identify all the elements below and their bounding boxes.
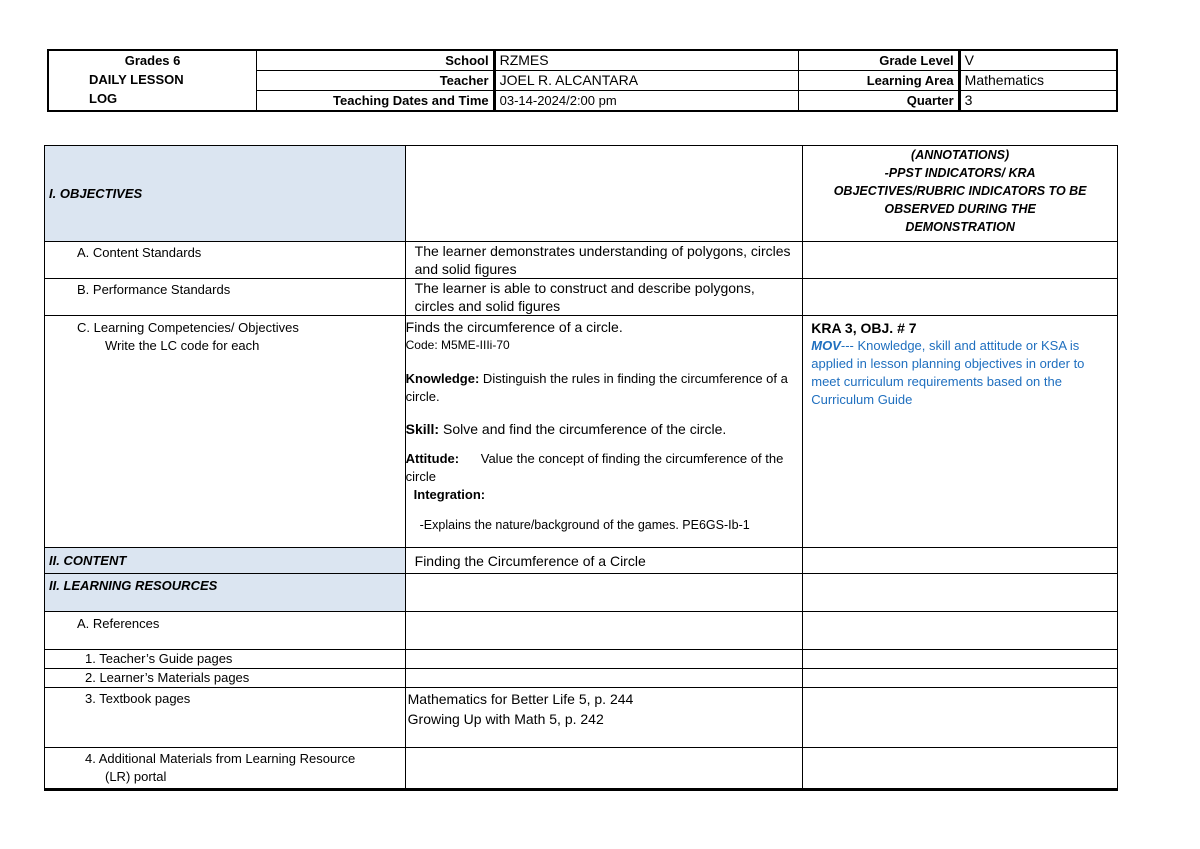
integration-text: -Explains the nature/background of the games. PE6GS-Ib-1 [419, 518, 750, 532]
annotation-cell [803, 650, 1118, 669]
objectives-heading: I. OBJECTIVES [45, 146, 406, 242]
annotation-line: (ANNOTATIONS) [911, 148, 1010, 162]
learners-materials-label: 2. Learner’s Materials pages [45, 669, 406, 688]
annotation-cell [803, 574, 1118, 612]
annotation-cell [803, 688, 1118, 748]
teacher-value: JOEL R. ALCANTARA [494, 71, 798, 91]
content-heading: II. CONTENT [45, 548, 406, 574]
skill-text: Solve and find the circumference of the circle. [439, 421, 727, 437]
lesson-table [44, 145, 1118, 789]
attitude-text: Value the concept of finding the circumference of the circle [405, 451, 787, 484]
grade-level-label: Grade Level [798, 50, 959, 71]
learning-competencies-label: C. Learning Competencies/ Objectives [77, 320, 299, 335]
performance-standards-value: The learner is able to construct and describe polygons, circles and solid figures [405, 279, 803, 316]
empty-cell [405, 748, 803, 789]
dates-value: 03-14-2024/2:00 pm [494, 91, 798, 112]
school-label: School [257, 50, 494, 71]
additional-materials-label [45, 748, 406, 789]
textbook-reference: Growing Up with Math 5, p. 242 [407, 711, 604, 727]
kra-objective: KRA 3, OBJ. # 7 [811, 320, 917, 336]
annotation-cell [803, 548, 1118, 574]
annotation-line: OBJECTIVES/RUBRIC INDICATORS TO BE [833, 184, 1087, 198]
textbook-pages-value [405, 688, 803, 748]
mov-text: --- Knowledge, skill and attitude or KSA is applied in lesson planning objectives in order to meet curriculum requirements based on the Curriculum Guide [811, 338, 1085, 407]
integration-label: Integration: [413, 487, 486, 502]
content-standards-value: The learner demonstrates understanding of polygons, circles and solid figures [405, 242, 803, 279]
title-line-1: Grades 6 [124, 53, 181, 68]
dates-label: Teaching Dates and Time [257, 91, 494, 112]
kra-annotation-cell [803, 316, 1118, 548]
empty-cell [405, 574, 803, 612]
learning-competencies-cell [45, 316, 406, 548]
content-standards-label: A. Content Standards [45, 242, 406, 279]
attitude-objective [406, 450, 801, 486]
objectives-detail-cell [405, 316, 803, 548]
knowledge-objective [406, 370, 801, 406]
mov-label: MOV [811, 338, 841, 353]
empty-cell [405, 650, 803, 669]
attitude-label: Attitude: [405, 451, 460, 466]
lc-code-instruction: Write the LC code for each [105, 338, 260, 353]
additional-materials-line: (LR) portal [105, 769, 167, 784]
teacher-label: Teacher [257, 71, 494, 91]
quarter-label: Quarter [798, 91, 959, 112]
empty-cell [405, 669, 803, 688]
knowledge-text: Distinguish the rules in finding the circumference of a circle. [405, 371, 788, 404]
title-line-3: LOG [89, 91, 118, 106]
learning-resources-heading: II. LEARNING RESOURCES [45, 574, 406, 612]
lc-title: Finds the circumference of a circle. [405, 319, 623, 335]
lc-code: Code: M5ME-IIIi-70 [405, 338, 510, 352]
mov-annotation [811, 337, 1113, 409]
empty-cell [405, 612, 803, 650]
teachers-guide-label: 1. Teacher’s Guide pages [45, 650, 406, 669]
performance-standards-label: B. Performance Standards [45, 279, 406, 316]
table-bottom-border [44, 789, 1118, 791]
school-value: RZMES [494, 50, 798, 71]
learning-area-label: Learning Area [798, 71, 959, 91]
annotations-heading [803, 146, 1118, 242]
annotation-line: OBSERVED DURING THE [884, 202, 1036, 216]
log-title [48, 50, 257, 111]
skill-label: Skill: [405, 421, 440, 437]
additional-materials-line: 4. Additional Materials from Learning Resource [85, 751, 356, 766]
textbook-reference: Mathematics for Better Life 5, p. 244 [407, 691, 634, 707]
annotation-cell [803, 612, 1118, 650]
knowledge-label: Knowledge: [405, 371, 480, 386]
skill-objective [406, 420, 801, 438]
title-line-2: DAILY LESSON [89, 72, 184, 87]
learning-area-value: Mathematics [959, 71, 1117, 91]
objectives-empty-cell [405, 146, 803, 242]
grade-level-value: V [959, 50, 1117, 71]
annotation-line: DEMONSTRATION [905, 220, 1015, 234]
content-value: Finding the Circumference of a Circle [405, 548, 803, 574]
header-table [47, 49, 1118, 112]
textbook-pages-label: 3. Textbook pages [45, 688, 406, 748]
quarter-value: 3 [959, 91, 1117, 112]
annotation-cell [803, 242, 1118, 279]
annotation-line: -PPST INDICATORS/ KRA [884, 166, 1036, 180]
references-label: A. References [45, 612, 406, 650]
annotation-cell [803, 669, 1118, 688]
annotation-cell [803, 748, 1118, 789]
annotation-cell [803, 279, 1118, 316]
